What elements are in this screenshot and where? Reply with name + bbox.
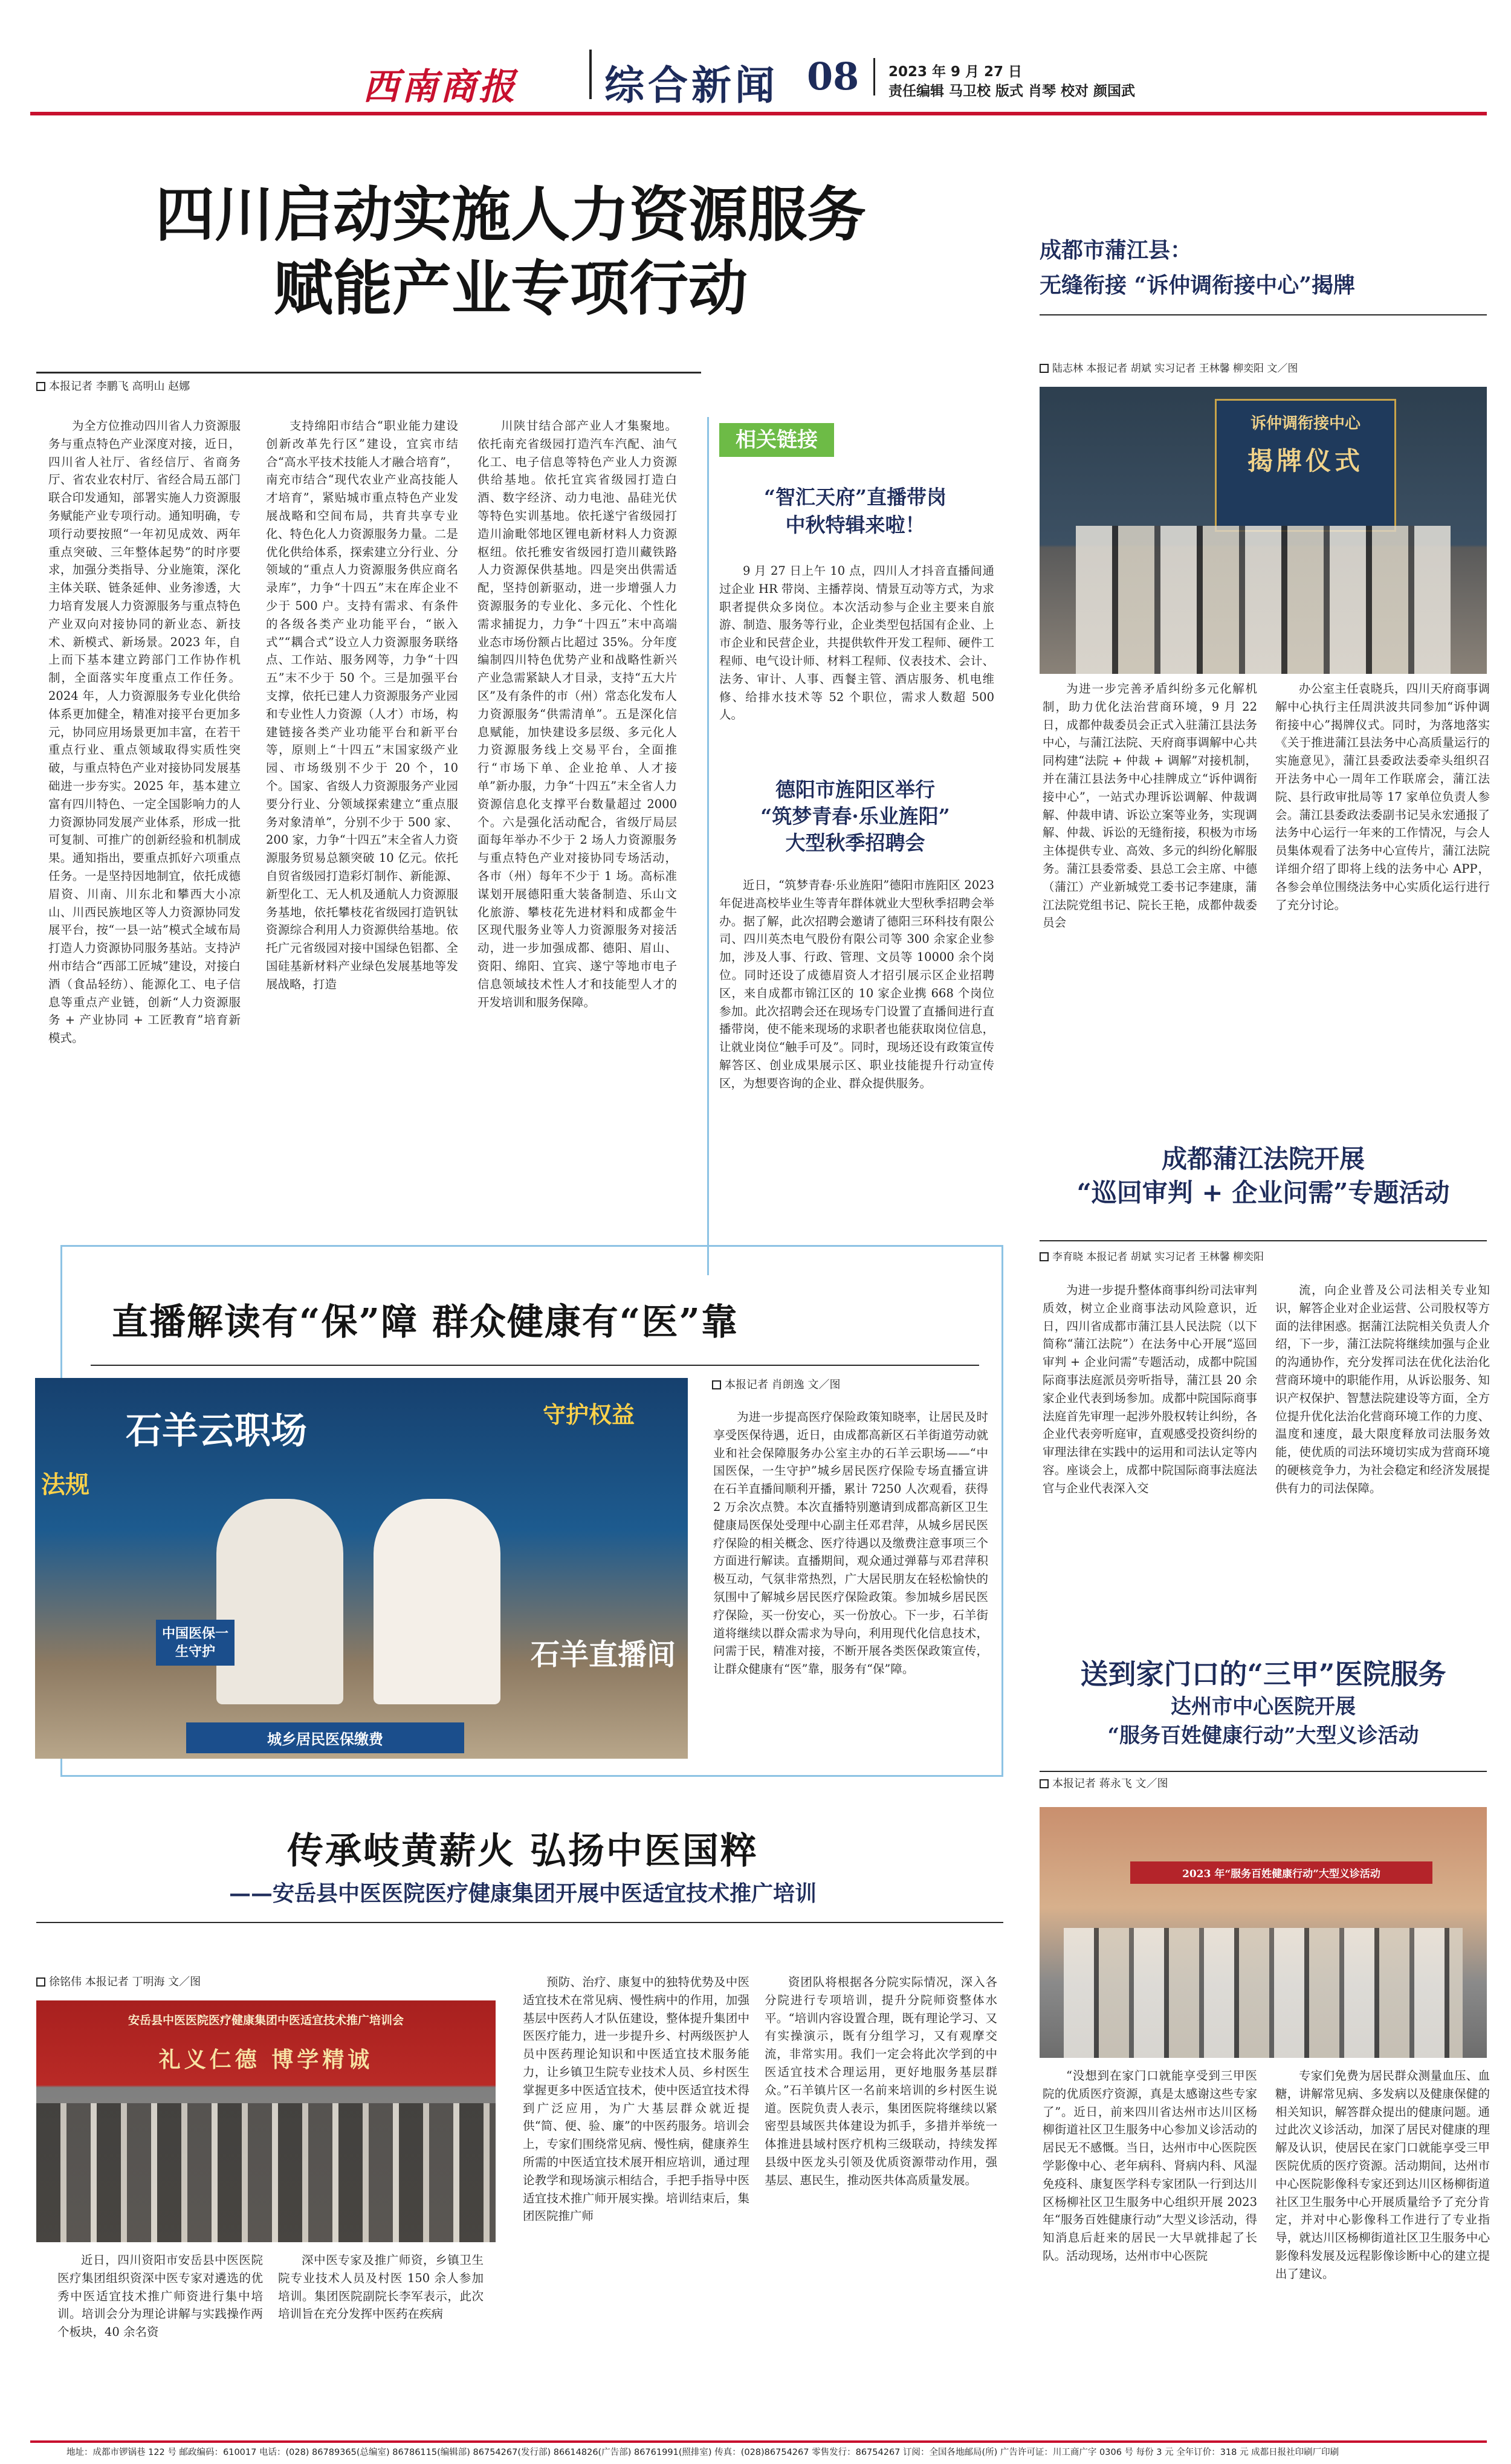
article1-col2: 支持绵阳市结合“职业能力建设创新改革先行区”建设，宜宾市结合“高水平技术技能人才融合培育”，南充市结合“现代农业产业高技能人才培育”，紧贴城市重点特色产业发展战略和空间布局，共育共享专业化、特色化人力资源服务力量。二是优化供给体系，探索建立分行业、分领域的“重点人力资源服务供应商名录库”，力争“十四五”末在库企业不少于 500 户。支持有需求、有条件的各级各类产业功能平台，“嵌入式”“耦合式”设立人力资源服务联络点、工作站、服务网等，力争“十四五”末不少于 50 个。三是加强平台支撑，依托已建人力资源服务产业园和专业性人力资源（人才）市场，构建链接各类产业功能平台和新平台等，原则上“十四五”末国家级产业园、市场级别不少于 20 个，10 个。国家、省级人力资源服务产业园要分行业、分领域探索建立“重点服务对象清单”，分别不少于 500 家、200 家，力争“十四五”末全省人力资源服务贸易总额突破 10 亿元。依托自贸省级园打造彩灯制作、新能源、新型化工、无人机及通航人力资源服务基地，依托攀枝花省级园打造钒钛资源综合利用人力资源供给基地。依托广元省级园对接中国绿色铝都、全国硅基新材料产业绿色发展基地等发展战略，打造 bbox=[266, 419, 458, 991]
byline-box-icon bbox=[1040, 364, 1049, 373]
article1-col3: 川陕甘结合部产业人才集聚地。依托南充省级园打造汽车汽配、油气化工、电子信息等特色产业人力资源供给基地。依托宜宾省级园打造白酒、数字经济、动力电池、晶硅光伏等特色实训基地。依托遂宁省级园打造川渝毗邻地区锂电新材料人力资源枢纽。依托雅安省级园打造川藏铁路人力资源保供基地。四是突出供需适配，坚持创新驱动，进一步增强人力资源服务的专业化、多元化、个性化需求捕捉力，力争“十四五”末中高端业态市场份额占比超过 35%。分年度编制四川特色优势产业和战略性新兴产业急需紧缺人才目录，支持“五大片区”及有条件的市（州）常态化发布人力资源服务“供需清单”。五是深化信息赋能，加快建设多层级、多元化人力资源服务线上交易平台，全面推行“市场下单、企业抢单、人才接单”新办服，力争“十四五”末全省人力资源信息化支撑平台数量超过 2000 个。六是强化活动配合，省级厅局层面每年举办不少于 2 场人力资源服务与重点特色产业对接协同专场活动，各市（州）每年不少于 1 场。高标准谋划开展德阳重大装备制造、乐山文化旅游、攀枝花先进材料和成都金牛区现代服务业等人力资源服务对接活动，进一步加强成都、德阳、眉山、资阳、绵阳、宜宾、遂宁等地市电子信息领域技术性人才和技能型人才的开发培训和服务保障。 bbox=[477, 419, 677, 1009]
pujiang-center-rule bbox=[1040, 314, 1487, 315]
related-item1-title-line1: “智汇天府”直播带岗 bbox=[764, 485, 946, 509]
tcm-col1: 近日，四川资阳市安岳县中医医院医疗集团组织资深中医专家对遴选的优秀中医适宜技术推广师资进行集中培训。培训会分为理论讲解与实践操作两个板块，40 余名资 bbox=[57, 2253, 263, 2340]
article1-title-line1: 四川启动实施人力资源服务 bbox=[155, 180, 866, 250]
footer-info: 地址：成都市锣锅巷 122 号 邮政编码：610017 电话：(028) 86789365(总编室) 86786115(编辑部) 86754267(发行部) 86614826(广告部) 86761991(照排室) 传真：(028)86754267 零售发行：86754267 订阅：全国各地邮局(所) 广告许可证：川工商广字 0306 号 每份 3 元 全年订价：318 元 成都日报社印刷厂印刷 bbox=[66, 2448, 1339, 2457]
paper-logo: 西南商报 bbox=[363, 66, 517, 108]
related-item2-title-line1: 德阳市旌阳区举行 bbox=[775, 778, 935, 801]
related-item2-title bbox=[713, 777, 997, 856]
live-stream-photo bbox=[35, 1378, 688, 1759]
dazhou-headline bbox=[1027, 1656, 1499, 1750]
section-title: 综合新闻 bbox=[604, 62, 778, 109]
pujiang-court-col1: 为进一步提升整体商事纠纷司法审判质效，树立企业商事法动风险意识，近日，四川省成都市蒲江县人民法院（以下简称“蒲江法院”）在法务中心开展“巡回审判 + 企业问需”专题活动，成都中院国际商事法庭派员旁听指导，蒲江县 20 余家企业代表到场参加。成都中院国际商事法庭首先审理一起涉外股权转让纠纷，各企业代表旁听庭审，直观感受投资纠纷的审理法律在实践中的运用和司法认定等内容。座谈会上，成都中院国际商事法庭法官与企业代表深入交 bbox=[1043, 1283, 1257, 1495]
pujiang-center-col1: 为进一步完善矛盾纠纷多元化解机制，助力优化法治营商环境，9 月 22 日，成都仲裁委员会正式入驻蒲江县法务中心，与蒲江法院、天府商事调解中心共同构建“法院 + 仲裁 + 调解”对接机制，并在蒲江县法务中心挂牌成立“诉仲调衔接中心”，一站式办理诉讼调解、仲裁调解、仲裁申请、诉讼立案等业务，实现调解、仲裁、诉讼的无缝衔接，积极为市场主体提供专业、高效、多元的纠纷化解服务。蒲江县委常委、县总工会主席、中德（蒲江）产业新城党工委书记李建康，蒲江法院党组书记、院长王艳，成都仲裁委员会 bbox=[1043, 682, 1257, 930]
article1-title-line2: 赋能产业专项行动 bbox=[273, 254, 748, 323]
article1-col1: 为全方位推动四川省人力资源服务与重点特色产业深度对接，近日，四川省人社厅、省经信厅、省商务厅、省农业农村厅、省经合局五部门联合印发通知，部署实施人力资源服务赋能产业专项行动。通知明确，专项行动要按照“一年初见成效、两年重点突破、三年整体起势”的时序要求，加强分类指导、分业施策，深化主体关联、链条延伸、业务渗透，大力培育发展人力资源服务与重点特色产业双向对接协同的新业态、新技术、新模式、新场景。2023 年，自上而下基本建立跨部门工作协作机制，全面落实年度重点工作任务。2024 年，人力资源服务专业化供给体系更加健全，精准对接平台更加多元，协同应用场景更加丰富，在若干重点行业、重点领域取得实质性突破，与重点特色产业对接协同发展基础进一步夯实。2025 年，基本建立富有四川特色、一定全国影响力的人力资源协同发展产业体系，形成一批可复制、可推广的创新经验和机制成果。通知指出，要重点抓好六项重点任务。一是坚持因地制宜，依托成德眉资、川南、川东北和攀西大小凉山、川西民族地区等人力资源协同发展平台，按“一县一站”模式全域布局打造人力资源协同服务基站。支持泸州市结合“西部工匠城”建设，对接白酒（食品轻纺）、能源化工、电子信息等重点产业链，创新“人力资源服务 + 产业协同 + 工匠教育”培育新模式。 bbox=[48, 419, 241, 1046]
photo-banner: 2023 年“服务百姓健康行动”大型义诊活动 bbox=[1130, 1861, 1432, 1884]
byline-box-icon bbox=[36, 382, 45, 391]
live-stream-headline: 直播解读有“保”障 群众健康有“医”靠 bbox=[112, 1301, 739, 1344]
pujiang-court-byline: 李育晓 本报记者 胡斌 实习记者 王林馨 柳奕阳 bbox=[1040, 1250, 1487, 1264]
pujiang-court-rule bbox=[1040, 1240, 1487, 1241]
pujiang-ceremony-photo bbox=[1040, 387, 1487, 674]
editor-credits: 责任编辑 马卫校 版式 肖琴 校对 颜国武 bbox=[888, 83, 1136, 99]
related-item1-text: 9 月 27 日上午 10 点，四川人才抖音直播间通过企业 HR 带岗、主播荐岗、情景互动等方式，为求职者提供众多岗位。本次活动参与企业主要来自旅游、制造、服务等行业，企业类型包括国有企业、上市企业和民营企业，共提供软件开发工程师、硬件工程师、电气设计师、材料工程师、仪表技术、会计、法务、审计、人事、西餐主管、酒店服务、机电维修、给排水技术等 52 个职位，需求人数超 500 人。 bbox=[719, 564, 994, 722]
pujiang-center-col2: 办公室主任袁晓兵，四川天府商事调解中心执行主任周洪波共同参加“诉仲调衔接中心”揭牌仪式。同时，为落地落实《关于推进蒲江县法务中心高质量运行的实施意见》，蒲江县委政法委牵头组织召开法务中心一周年工作联席会，蒲江法院、县行政审批局等 17 家单位负责人参会。蒲江县委政法委副书记吴永宏通报了法务中心运行一年来的工作情况，与会人员集体观看了法务中心宣传片，蒲江法院详细介绍了即将上线的法务中心 APP，各参会单位围绕法务中心实质化运行进行了充分讨论。 bbox=[1275, 682, 1490, 912]
host-woman bbox=[374, 1499, 500, 1704]
pujiang-court-headline bbox=[1034, 1142, 1493, 1210]
masthead-divider bbox=[589, 50, 592, 99]
live-stream-byline: 本报记者 肖朗逸 文／图 bbox=[712, 1378, 990, 1392]
pujiang-center-title-line2: 无缝衔接 “诉仲调衔接中心”揭牌 bbox=[1040, 273, 1355, 298]
related-item2-title-line2: “筑梦青春·乐业旌阳” bbox=[760, 804, 950, 828]
dazhou-title-line2: 达州市中心医院开展 bbox=[1171, 1695, 1356, 1719]
photo-sign-right: 守护权益 bbox=[543, 1401, 635, 1428]
dazhou-title-line1: 送到家门口的“三甲”医院服务 bbox=[1080, 1658, 1446, 1690]
byline-box-icon bbox=[712, 1380, 721, 1389]
crowd-figures bbox=[1064, 1928, 1463, 2058]
photo-sign-small: 法规 bbox=[41, 1470, 89, 1499]
masthead-rule bbox=[30, 112, 1487, 115]
issue-date: 2023 年 9 月 27 日 bbox=[888, 64, 1023, 80]
related-item1-title-line2: 中秋特辑来啦！ bbox=[785, 513, 925, 537]
masthead-divider-2 bbox=[873, 58, 875, 95]
tcm-subtitle: ——安岳县中医医院医疗健康集团开展中医适宜技术推广培训 bbox=[228, 1881, 817, 1906]
tcm-col3: 预防、治疗、康复中的独特优势及中医适宜技术在常见病、慢性病中的作用，加强基层中医药人才队伍建设，整体提升集团中医医疗能力，进一步提升乡、村两级医护人员中医药理论知识和中医适宜技术服务能力，让乡镇卫生院专业技术人员、乡村医生掌握更多中医适宜技术，使中医适宜技术得到广泛应用，为广大基层群众就近提供“简、便、验、廉”的中医药服务。培训会上，专家们围绕常见病、慢性病，健康养生所需的中医适宜技术展开相应培训，通过理论教学和现场演示相结合，手把手指导中医适宜技术推广师开展实操。培训结束后，集团医院推广师 bbox=[523, 1975, 749, 2223]
pujiang-center-headline bbox=[1040, 233, 1487, 303]
tcm-byline: 徐铭伟 本报记者 丁明海 文／图 bbox=[36, 1975, 520, 1990]
article1-rule bbox=[36, 372, 701, 373]
related-links-tag: 相关链接 bbox=[719, 423, 834, 457]
tcm-training-photo bbox=[36, 2000, 496, 2242]
byline-box-icon bbox=[1040, 1252, 1049, 1261]
article1-headline bbox=[18, 178, 1003, 326]
photo-desk: 城乡居民医保缴费 bbox=[186, 1722, 464, 1753]
footer-rule bbox=[30, 2440, 1487, 2443]
article1-byline: 本报记者 李鹏飞 高明山 赵娜 bbox=[36, 380, 399, 394]
pujiang-court-title-line1: 成都蒲江法院开展 bbox=[1161, 1144, 1365, 1174]
people-figures bbox=[1076, 526, 1451, 674]
photo-logo: 石羊直播间 bbox=[531, 1638, 676, 1672]
dazhou-byline: 本报记者 蒋永飞 文／图 bbox=[1040, 1777, 1487, 1791]
dazhou-clinic-photo bbox=[1040, 1807, 1487, 2058]
dazhou-col1: “没想到在家门口就能享受到三甲医院的优质医疗资源，真是太感谢这些专家了”。近日，前来四川省达州市达川区杨柳街道社区卫生服务中心参加义诊活动的居民无不感慨。当日，达州市中心医院医学影像中心、老年病科、肾病内科、风湿免疫科、康复医学科专家团队一行到达川区杨柳社区卫生服务中心组织开展 2023 年“服务百姓健康行动”大型义诊活动，得知消息后赶来的居民一大早就排起了长队。活动现场，达州市中心医院 bbox=[1043, 2069, 1257, 2263]
pujiang-court-title-line2: “巡回审判 + 企业问需”专题活动 bbox=[1076, 1178, 1450, 1208]
byline-box-icon bbox=[36, 1977, 45, 1987]
tcm-headline: 传承岐黄薪火 弘扬中医国粹 bbox=[287, 1830, 759, 1872]
host-man bbox=[216, 1499, 343, 1704]
dazhou-col2: 专家们免费为居民群众测量血压、血糖，讲解常见病、多发病以及健康保健的相关知识，解答群众提出的健康问题。通过此次义诊活动，加深了居民对健康的理解及认识，使居民在家门口就能享受三甲医院优质的医疗资源。活动期间，达州市中心医院影像科专家还到达川区杨柳街道社区卫生服务中心开展质量给予了充分肯定，并对中心影像科工作进行了专业指导，就达川区杨柳街道社区卫生服务中心影像科发展及远程影像诊断中心的建立提出了建议。 bbox=[1275, 2069, 1490, 2281]
dazhou-title-line3: “服务百姓健康行动”大型义诊活动 bbox=[1107, 1724, 1419, 1748]
related-item2-title-line3: 大型秋季招聘会 bbox=[785, 831, 925, 855]
photo-banner-line2: 揭牌仪式 bbox=[1247, 446, 1364, 476]
tcm-col4: 资团队将根据各分院实际情况，深入各分院进行专项培训，提升分院师资整体水平。“培训内容设置合理，既有理论学习、又有实操演示，既有分组学习，又有观摩交流，非常实用。我们一定会将此次学到的中医适宜技术合理运用，更好地服务基层群众。”石羊镇片区一名前来培训的乡村医生说道。医院负责人表示，集团医院将继续以紧密型县域医共体建设为抓手，多措并举统一体推进县域村医疗机构三级联动，持续发挥县级中医龙头引领及优质资源带动作用，强基层、惠民生，推动医共体高质量发展。 bbox=[765, 1975, 997, 2187]
pujiang-center-byline: 陆志林 本报记者 胡斌 实习记者 王林馨 柳奕阳 文／图 bbox=[1040, 361, 1487, 376]
live-stream-rule bbox=[91, 1365, 979, 1366]
photo-motto: 礼义仁德 博学精诚 bbox=[158, 2047, 374, 2072]
pujiang-court-col2: 流，向企业普及公司法相关专业知识，解答企业对企业运营、公司股权等方面的法律困惑。据蒲江法院相关负责人介绍，下一步，蒲江法院将继续加强与企业的沟通协作，充分发挥司法在优化法治化营商环境中的职能作用，从诉讼服务、知识产权保护、智慧法院建设等方面，全方位提升优化法治化营商环境工作的力度、温度和速度，最大限度释放司法服务效能，使优质的司法环境切实成为营商环境的硬核竞争力，为社会稳定和经济发展提供有力的司法保障。 bbox=[1275, 1283, 1490, 1495]
dazhou-rule bbox=[1040, 1771, 1487, 1772]
byline-box-icon bbox=[1040, 1779, 1049, 1788]
tcm-rule bbox=[36, 1922, 1003, 1923]
related-item1-title bbox=[713, 483, 997, 539]
live-stream-text: 为进一步提高医疗保险政策知晓率，让居民及时享受医保待遇，近日，由成都高新区石羊街道劳动就业和社会保障服务办公室主办的石羊云职场——“中国医保，一生守护”城乡居民医疗保险专场直播宣讲在石羊直播间顺利开播，累计 7250 人次观看，获得 2 万余次点赞。本次直播特别邀请到成都高新区卫生健康局医保处受理中心副主任邓君萍，从城乡居民医疗保险的相关概念、医疗待遇以及缴费注意事项三个方面进行解读。直播期间，观众通过弹幕与邓君萍积极互动，气氛非常热烈，广大居民朋友在轻松愉快的氛围中了解城乡居民医疗保险政策。参加城乡居民医疗保险，买一份安心，买一份放心。下一步，石羊街道将继续以群众需求为导向，利用现代化信息技术，问需于民，精准对接，不断开展各类医保政策宣传，让群众健康有“医”靠，服务有“保”障。 bbox=[713, 1410, 988, 1677]
pujiang-center-title-line1: 成都市蒲江县： bbox=[1040, 238, 1192, 263]
page-number: 08 bbox=[807, 54, 859, 99]
related-item2-text: 近日，“筑梦青春·乐业旌阳”德阳市旌阳区 2023 年促进高校毕业生等青年群体就业大型秋季招聘会举办。据了解，此次招聘会邀请了德阳三环科技有限公司、四川英杰电气股份有限公司等 300 余家企业参加，涉及人事、行政、管理、文员等 10000 余个岗位。同时还设了成德眉资人才招引展示区企业招聘区，来自成都市锦江区的 10 家企业携 668 个岗位参加。此次招聘会还在现场专门设置了直播间进行直播带岗，使不能来现场的求职者也能获取岗位信息，让就业岗位“触手可及”。同时，现场还设有政策宣传解答区、创业成果展示区、职业技能提升行动宣传区，为想要咨询的企业、群众提供服务。 bbox=[719, 878, 994, 1090]
tcm-col2: 深中医专家及推广师资，乡镇卫生院专业技术人员及村医 150 余人参加培训。集团医院副院长李军表示，此次培训旨在充分发挥中医药在疾病 bbox=[278, 2253, 484, 2321]
photo-card: 中国医保一生守护 bbox=[156, 1620, 235, 1666]
photo-sign-top: 石羊云职场 bbox=[126, 1410, 307, 1452]
photo-banner-line1: 诉仲调衔接中心 bbox=[1250, 415, 1361, 433]
audience-figures bbox=[36, 2103, 496, 2242]
photo-banner: 安岳县中医医院医疗健康集团中医适宜技术推广培训会 bbox=[128, 2014, 404, 2027]
masthead bbox=[0, 0, 1511, 112]
